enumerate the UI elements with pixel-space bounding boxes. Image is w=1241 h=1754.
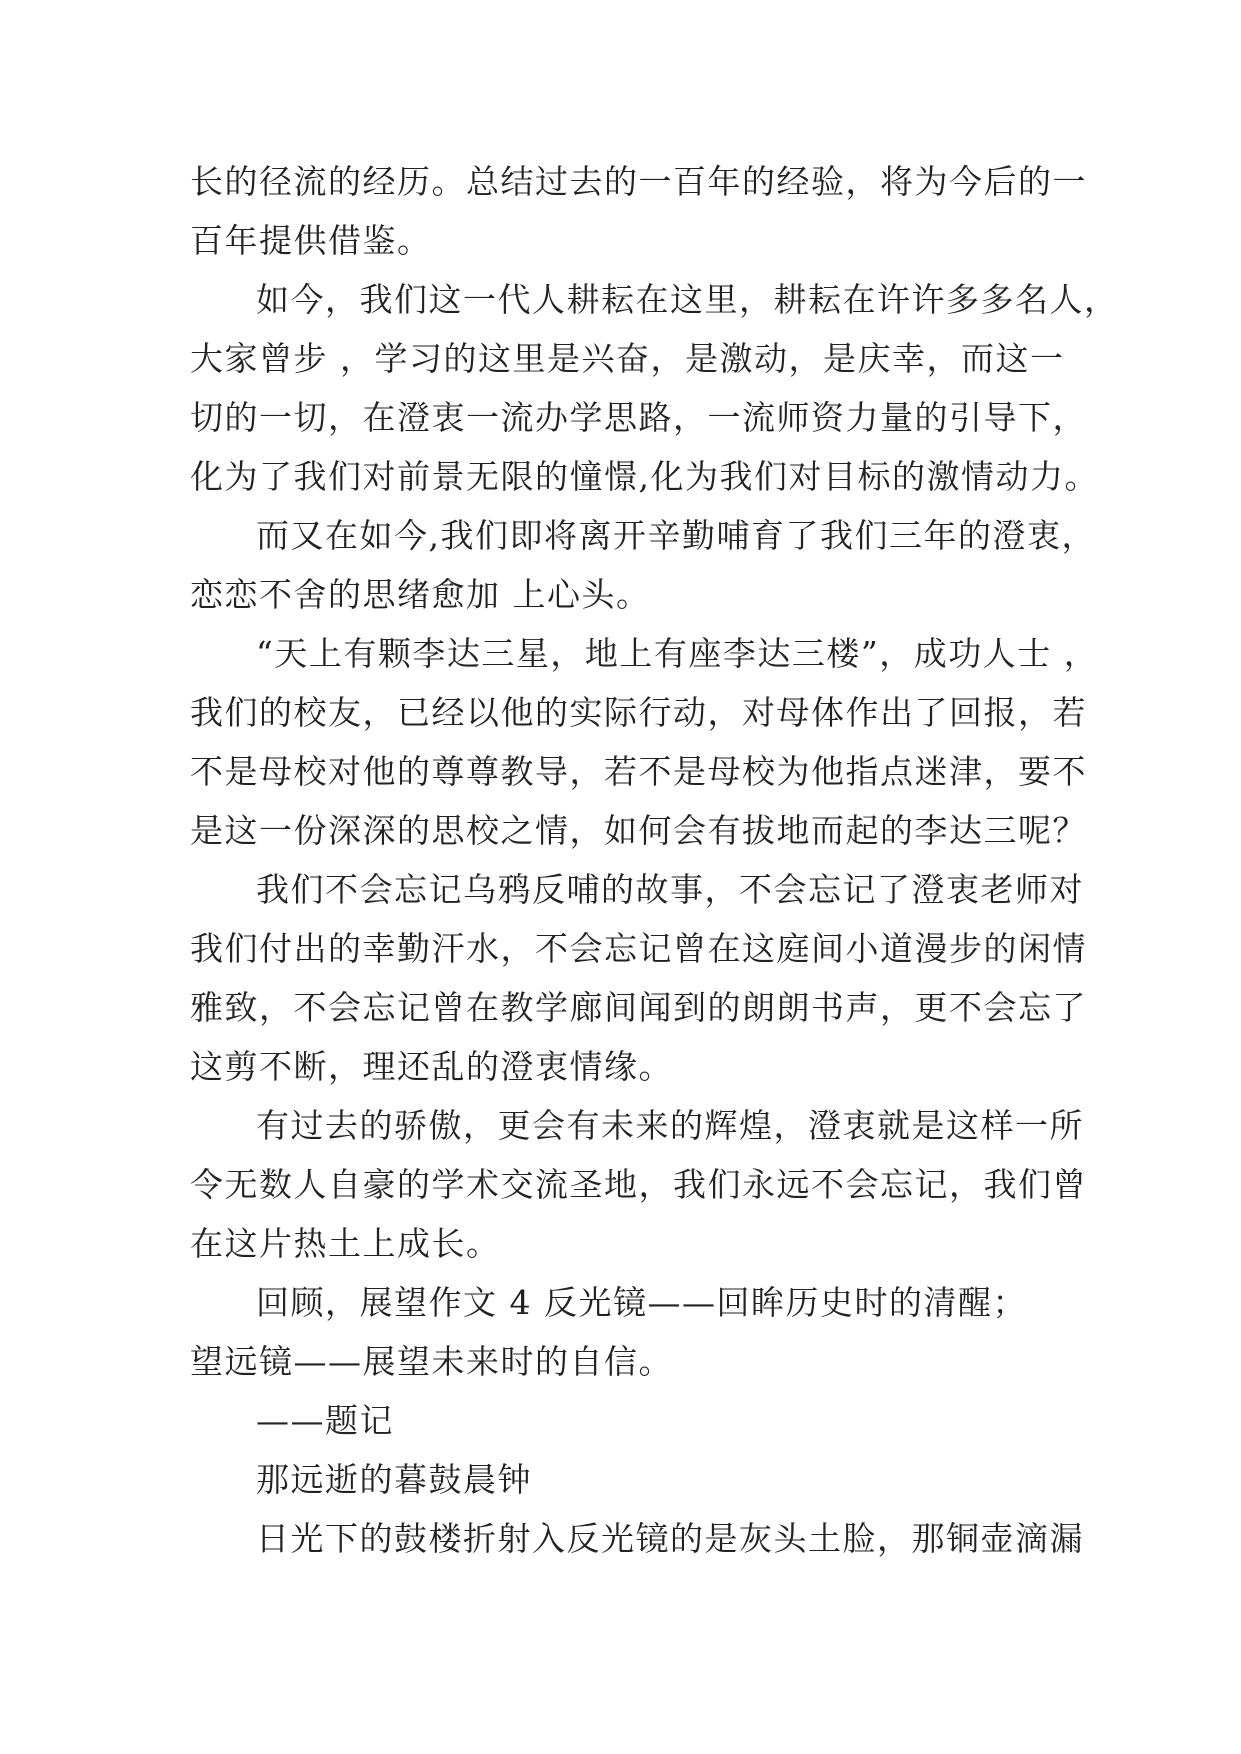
text-line: 不是母校对他的尊尊教导，若不是母校为他指点迷津，要不 — [190, 752, 1087, 791]
text-line: 望远镜——展望未来时的自信。 — [190, 1342, 673, 1381]
text-line: 大家曾步 ，学习的这里是兴奋，是激动，是庆幸，而这一 — [190, 339, 1065, 378]
text-line: 这剪不断，理还乱的澄衷情缘。 — [190, 1047, 673, 1086]
text-line: 化为了我们对前景无限的憧憬,化为我们对目标的激情动力。 — [190, 457, 1099, 496]
text-line: 恋恋不舍的思绪愈加 上心头。 — [190, 575, 651, 614]
text-line: 那远逝的暮鼓晨钟 — [256, 1460, 532, 1499]
text-line: 如今，我们这一代人耕耘在这里，耕耘在许许多多名人， — [256, 280, 1119, 319]
text-line: 我们不会忘记乌鸦反哺的故事，不会忘记了澄衷老师对 — [256, 870, 1084, 909]
text-line: 百年提供借鉴。 — [190, 221, 432, 260]
text-line: 雅致，不会忘记曾在教学廊间闻到的朗朗书声，更不会忘了 — [190, 988, 1087, 1027]
text-line: 令无数人自豪的学术交流圣地，我们永远不会忘记，我们曾 — [190, 1165, 1087, 1204]
text-line: “天上有颗李达三星，地上有座李达三楼”，成功人士 ， — [256, 634, 1099, 673]
text-line: 是这一份深深的思校之情，如何会有拔地而起的李达三呢？ — [190, 811, 1087, 850]
text-line: 日光下的鼓楼折射入反光镜的是灰头土脸，那铜壶滴漏 — [256, 1519, 1084, 1558]
text-line: ——题记 — [256, 1401, 394, 1440]
text-line: 长的径流的经历。总结过去的一百年的经验，将为今后的一 — [190, 162, 1087, 201]
text-line: 回顾，展望作文 4 反光镜——回眸历史时的清醒； — [256, 1283, 1027, 1322]
text-line: 我们的校友，已经以他的实际行动，对母体作出了回报，若 — [190, 693, 1087, 732]
document-body — [190, 152, 1119, 1568]
text-line: 切的一切，在澄衷一流办学思路，一流师资力量的引导下， — [190, 398, 1087, 437]
text-line: 在这片热土上成长。 — [190, 1224, 501, 1263]
text-line: 我们付出的幸勤汗水，不会忘记曾在这庭间小道漫步的闲情 — [190, 929, 1087, 968]
text-line: 而又在如今,我们即将离开辛勤哺育了我们三年的澄衷， — [256, 516, 1096, 555]
text-line: 有过去的骄傲，更会有未来的辉煌，澄衷就是这样一所 — [256, 1106, 1084, 1145]
